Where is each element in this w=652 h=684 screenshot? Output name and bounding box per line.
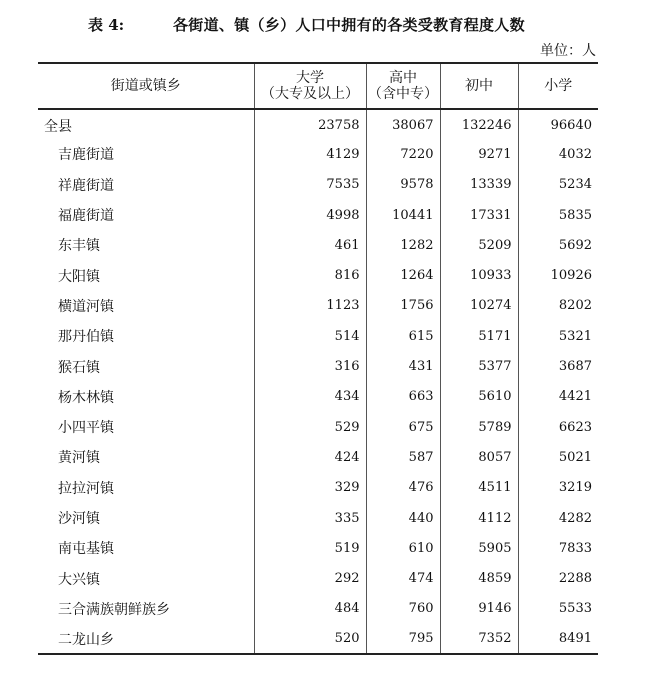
cell-high-school: 760 (366, 594, 440, 624)
table-row-total (38, 109, 598, 139)
cell-primary-school: 96640 (550, 118, 592, 134)
cell-university: 335 (254, 503, 366, 533)
cell-high-school: 1756 (366, 291, 440, 321)
cell-primary-school: 5321 (558, 328, 592, 344)
cell-high-school: 7220 (366, 139, 440, 169)
table-row (38, 533, 598, 563)
education-table (38, 62, 598, 655)
cell-high-school: 663 (366, 382, 440, 412)
table-row (38, 260, 598, 290)
cell-high-school: 675 (366, 412, 440, 442)
header-name-label: 街道或镇乡 (110, 78, 181, 94)
header-middle-school-label: 初中 (465, 78, 493, 94)
cell-middle-school: 10933 (440, 260, 518, 290)
table-row (38, 442, 598, 472)
cell-university: 1123 (254, 291, 366, 321)
cell-primary-school: 4421 (558, 389, 592, 405)
cell-name: 横道河镇 (38, 291, 254, 321)
cell-primary-school: 7833 (558, 540, 592, 556)
cell-primary-school: 8202 (558, 298, 592, 314)
cell-middle-school: 13339 (440, 170, 518, 200)
header-university-sub: （大专及以上） (261, 86, 359, 102)
cell-high-school: 476 (366, 473, 440, 503)
header-university (254, 63, 366, 109)
header-high-school-sub: （含中专） (368, 86, 438, 102)
cell-primary-school: 5021 (558, 449, 592, 465)
table-row (38, 503, 598, 533)
cell-high-school: 10441 (366, 200, 440, 230)
cell-primary-school: 5234 (558, 177, 592, 193)
cell-middle-school: 5171 (440, 321, 518, 351)
cell-high-school: 38067 (366, 109, 440, 139)
table-header-row (38, 63, 598, 109)
cell-primary-school: 5835 (558, 207, 592, 223)
cell-middle-school: 9146 (440, 594, 518, 624)
cell-university: 529 (254, 412, 366, 442)
cell-middle-school: 5377 (440, 351, 518, 381)
table-number: 表 4: (88, 16, 125, 34)
table-title-text: 各街道、镇（乡）人口中拥有的各类受教育程度人数 (173, 16, 525, 34)
unit-label: 单位：人 (540, 43, 596, 59)
table-row (38, 412, 598, 442)
table-row (38, 382, 598, 412)
header-primary-school-label: 小学 (544, 78, 573, 94)
cell-middle-school: 5610 (440, 382, 518, 412)
cell-university: 519 (254, 533, 366, 563)
cell-high-school: 9578 (366, 170, 440, 200)
table-row (38, 594, 598, 624)
cell-name: 小四平镇 (38, 412, 254, 442)
cell-university: 461 (254, 230, 366, 260)
cell-primary-school: 4032 (558, 146, 592, 162)
cell-university: 292 (254, 563, 366, 593)
table-row (38, 321, 598, 351)
header-university-label: 大学 (296, 70, 324, 86)
cell-primary-school: 2288 (558, 571, 592, 587)
cell-name: 吉鹿街道 (38, 139, 254, 169)
cell-university: 7535 (254, 170, 366, 200)
cell-middle-school: 5789 (440, 412, 518, 442)
table-row (38, 170, 598, 200)
cell-middle-school: 7352 (440, 624, 518, 654)
cell-name: 福鹿街道 (38, 200, 254, 230)
cell-high-school: 431 (366, 351, 440, 381)
cell-university: 4129 (254, 139, 366, 169)
cell-name: 南屯基镇 (38, 533, 254, 563)
cell-primary-school: 6623 (558, 419, 592, 435)
cell-name: 全县 (38, 109, 254, 139)
header-middle-school (440, 63, 518, 109)
cell-high-school: 610 (366, 533, 440, 563)
header-primary-school (518, 63, 598, 109)
header-high-school-label: 高中 (389, 70, 417, 86)
cell-name: 三合满族朝鲜族乡 (38, 594, 254, 624)
cell-primary-school: 8491 (518, 624, 598, 654)
cell-middle-school: 10274 (440, 291, 518, 321)
cell-name: 猴石镇 (38, 351, 254, 381)
table-row (38, 563, 598, 593)
cell-primary-school: 10926 (550, 268, 592, 284)
cell-university: 424 (254, 442, 366, 472)
cell-high-school: 1282 (366, 230, 440, 260)
cell-primary-school: 5692 (558, 237, 592, 253)
cell-university: 434 (254, 382, 366, 412)
cell-name: 大阳镇 (38, 260, 254, 290)
cell-middle-school: 8057 (440, 442, 518, 472)
cell-university: 4998 (254, 200, 366, 230)
cell-high-school: 1264 (366, 260, 440, 290)
table-body (38, 109, 598, 654)
header-high-school (366, 63, 440, 109)
cell-middle-school: 132246 (440, 109, 518, 139)
cell-middle-school: 9271 (440, 139, 518, 169)
cell-university: 514 (254, 321, 366, 351)
cell-university: 329 (254, 473, 366, 503)
cell-primary-school: 4282 (558, 510, 592, 526)
table-row (38, 624, 598, 654)
cell-name: 二龙山乡 (38, 624, 254, 654)
table-row (38, 351, 598, 381)
cell-name: 杨木林镇 (38, 382, 254, 412)
cell-name: 拉拉河镇 (38, 473, 254, 503)
cell-middle-school: 5905 (440, 533, 518, 563)
cell-high-school: 587 (366, 442, 440, 472)
cell-middle-school: 4511 (440, 473, 518, 503)
cell-middle-school: 17331 (440, 200, 518, 230)
cell-name: 祥鹿街道 (38, 170, 254, 200)
cell-middle-school: 4112 (440, 503, 518, 533)
table-row (38, 473, 598, 503)
cell-name: 黄河镇 (38, 442, 254, 472)
cell-name: 大兴镇 (38, 563, 254, 593)
cell-university: 484 (254, 594, 366, 624)
cell-middle-school: 5209 (440, 230, 518, 260)
cell-university: 23758 (254, 109, 366, 139)
table-row (38, 200, 598, 230)
cell-name: 东丰镇 (38, 230, 254, 260)
cell-middle-school: 4859 (440, 563, 518, 593)
table-row (38, 139, 598, 169)
cell-high-school: 615 (366, 321, 440, 351)
cell-primary-school: 3687 (558, 359, 592, 375)
cell-university: 816 (254, 260, 366, 290)
table-row (38, 230, 598, 260)
table-row (38, 291, 598, 321)
cell-name: 那丹伯镇 (38, 321, 254, 351)
cell-primary-school: 5533 (558, 601, 592, 617)
cell-university: 520 (254, 624, 366, 654)
cell-name: 沙河镇 (38, 503, 254, 533)
cell-high-school: 440 (366, 503, 440, 533)
cell-high-school: 474 (366, 563, 440, 593)
header-name (38, 63, 254, 109)
cell-high-school: 795 (366, 624, 440, 654)
cell-primary-school: 3219 (558, 480, 592, 496)
cell-university: 316 (254, 351, 366, 381)
